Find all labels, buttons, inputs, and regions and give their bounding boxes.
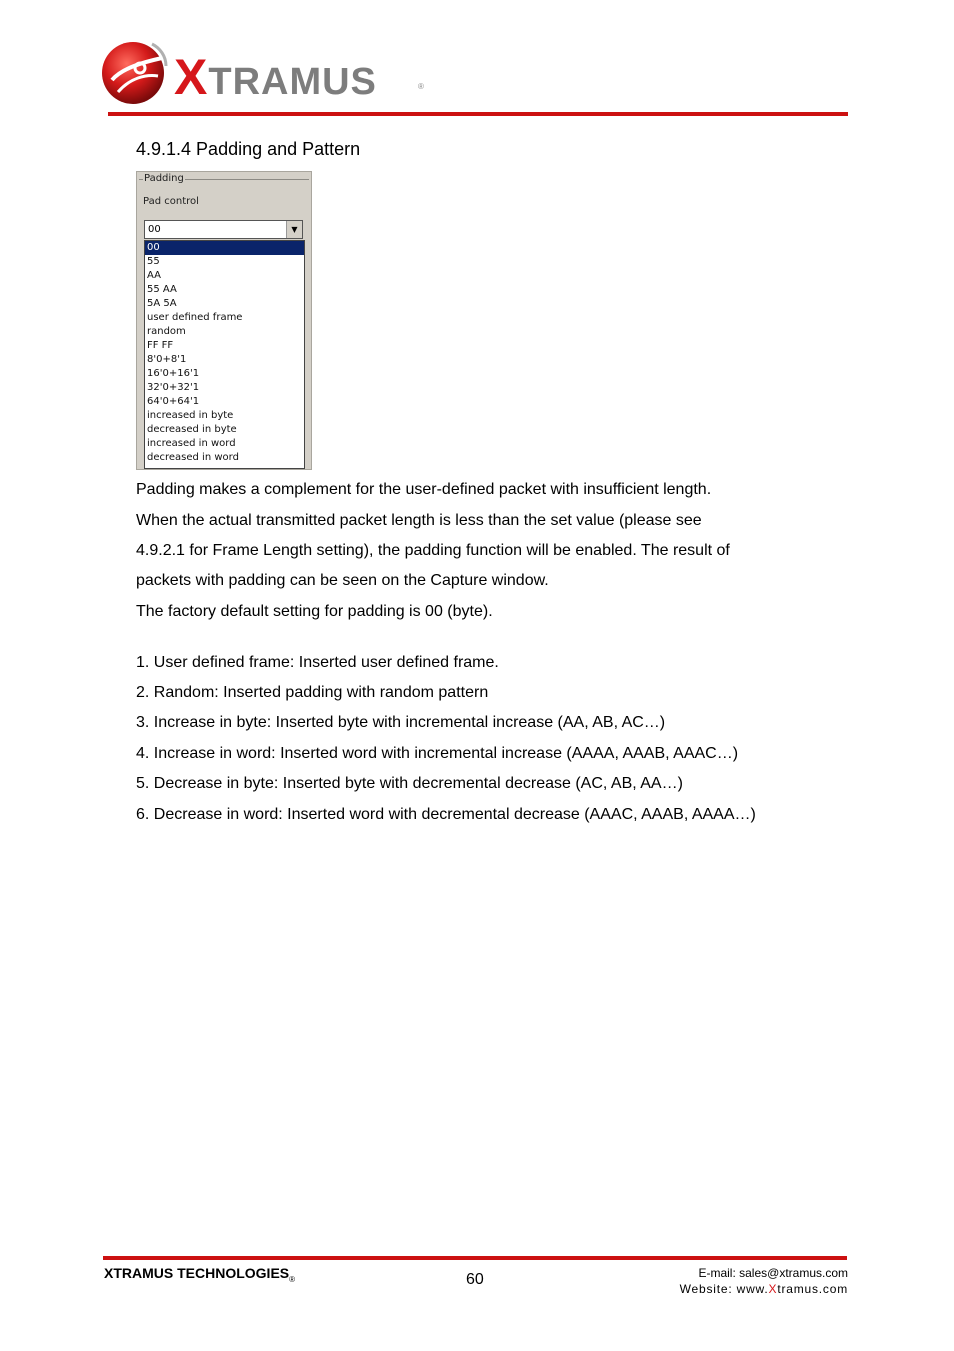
logo-rest: TRAMUS [208,61,377,103]
option-item[interactable]: 32'0+32'1 [147,382,200,393]
logo-wordmark [174,48,377,106]
footer-website-suffix: tramus.com [777,1282,848,1296]
paragraph-line: When the actual transmitted packet length is less than the set value (please see [136,512,702,529]
chevron-down-icon[interactable]: ▼ [286,221,302,238]
padding-group-label: Padding [144,173,184,184]
paragraph-line: packets with padding can be seen on the Capture window. [136,572,549,589]
option-item[interactable]: 55 [147,256,160,267]
footer-website-prefix: Website: www. [679,1282,769,1296]
pad-control-label: Pad control [143,196,199,207]
section-title: 4.9.1.4 Padding and Pattern [136,139,361,159]
list-item: 3. Increase in byte: Inserted byte with incremental increase (AA, AB, AC…) [136,714,666,731]
option-item[interactable]: 55 AA [147,284,177,295]
logo-x: X [174,49,209,105]
option-item[interactable]: 5A 5A [147,298,177,309]
paragraph-line: The factory default setting for padding is 00 (byte). [136,603,493,620]
option-item[interactable]: AA [147,270,161,281]
xtramus-logo [100,36,430,110]
footer-company [104,1265,295,1284]
option-item[interactable]: increased in byte [147,410,234,421]
footer-company-name: XTRAMUS TECHNOLOGIES [104,1265,290,1281]
option-item[interactable]: decreased in byte [147,424,237,435]
header-divider [108,112,848,116]
option-item[interactable]: 16'0+16'1 [147,368,200,379]
option-item[interactable]: increased in word [147,438,236,449]
footer-website [680,1282,848,1296]
option-item[interactable]: FF FF [147,340,174,351]
option-item[interactable]: decreased in word [147,452,239,463]
pad-control-options-list [144,240,305,469]
pad-control-value: 00 [148,224,161,235]
logo-globe-icon [100,38,170,108]
padding-dropdown-screenshot [136,171,312,470]
footer-company-reg: ® [289,1274,296,1284]
option-item[interactable]: 8'0+8'1 [147,354,187,365]
footer-website-x: X [768,1282,778,1296]
option-item[interactable]: 00 [145,241,304,255]
option-item[interactable]: random [147,326,186,337]
footer-divider [103,1256,847,1260]
pad-control-select[interactable] [144,220,303,239]
page-number: 60 [466,1271,484,1288]
logo-registered-mark: ® [418,82,424,91]
list-item: 6. Decrease in word: Inserted word with decremental decrease (AAAC, AAAB, AAAA…) [136,806,756,823]
list-item: 4. Increase in word: Inserted word with incremental increase (AAAA, AAAB, AAAC…) [136,745,739,762]
option-item[interactable]: user defined frame [147,312,243,323]
option-item[interactable]: 64'0+64'1 [147,396,200,407]
list-item: 1. User defined frame: Inserted user defined frame. [136,654,499,671]
list-item: 2. Random: Inserted padding with random pattern [136,684,489,701]
paragraph-line: Padding makes a complement for the user-defined packet with insufficient length. [136,481,712,498]
footer-email: E-mail: sales@xtramus.com [698,1266,848,1280]
list-item: 5. Decrease in byte: Inserted byte with decremental decrease (AC, AB, AA…) [136,775,683,792]
paragraph-line: 4.9.2.1 for Frame Length setting), the padding function will be enabled. The result of [136,542,730,559]
